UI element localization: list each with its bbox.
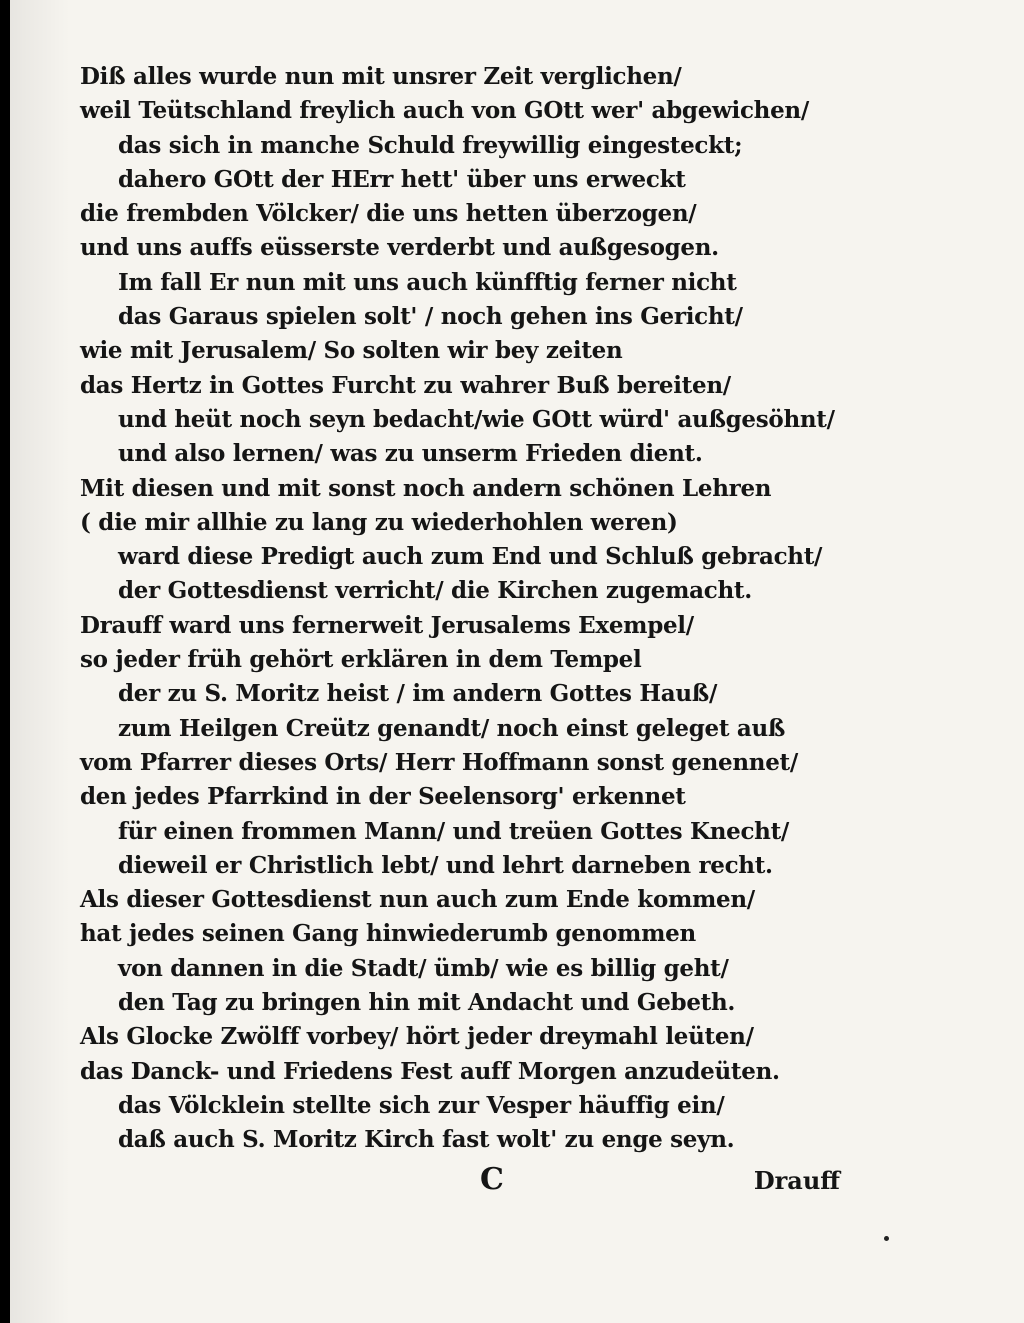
verse-line: das Danck- und Friedens Fest auff Morgen anzudeüten. (80, 1057, 780, 1085)
verse-line: der Gottesdienst verricht/ die Kirchen zugemacht. (118, 577, 752, 605)
verse-line: daß auch S. Moritz Kirch fast wolt' zu enge seyn. (118, 1126, 735, 1154)
verse-line: die frembden Völcker/ die uns hetten überzogen/ (80, 200, 697, 228)
poem-body (80, 60, 850, 1158)
catchword: Drauff (753, 1166, 840, 1195)
verse-line: und heüt noch seyn bedacht/wie GOtt würd' außgesöhnt/ (118, 405, 835, 433)
verse-line: und uns auffs eüsserste verderbt und außgesogen. (80, 234, 719, 262)
verse-line: das Völcklein stellte sich zur Vesper häuffig ein/ (118, 1091, 725, 1119)
verse-line: den jedes Pfarrkind in der Seelensorg' erkennet (80, 783, 686, 811)
verse-line: von dannen in die Stadt/ ümb/ wie es billig geht/ (118, 954, 729, 982)
ink-speck (884, 1236, 889, 1241)
verse-line: ward diese Predigt auch zum End und Schluß gebracht/ (118, 543, 823, 571)
verse-line: dahero GOtt der HErr hett' über uns erweckt (118, 165, 686, 193)
verse-line: das Hertz in Gottes Furcht zu wahrer Buß bereiten/ (80, 371, 731, 399)
verse-line: zum Heilgen Creütz genandt/ noch einst geleget auß (118, 714, 786, 742)
verse-line: der zu S. Moritz heist / im andern Gottes Hauß/ (118, 680, 718, 708)
verse-line: so jeder früh gehört erklären in dem Tempel (80, 646, 642, 674)
verse-line: wie mit Jerusalem/ So solten wir bey zeiten (80, 337, 623, 365)
verse-line: den Tag zu bringen hin mit Andacht und Gebeth. (118, 989, 736, 1017)
document-page (10, 0, 1024, 1323)
page-footer (80, 1162, 840, 1202)
verse-line: Als dieser Gottesdienst nun auch zum Ende kommen/ (80, 886, 755, 914)
signature-mark: C (480, 1162, 504, 1197)
verse-line: Diß alles wurde nun mit unsrer Zeit verglichen/ (80, 63, 682, 90)
verse-line: für einen frommen Mann/ und treüen Gottes Knecht/ (118, 817, 790, 845)
verse-line: das sich in manche Schuld freywillig eingesteckt; (118, 131, 743, 159)
verse-line: vom Pfarrer dieses Orts/ Herr Hoffmann sonst genennet/ (80, 748, 798, 776)
verse-line: Drauff ward uns fernerweit Jerusalems Exempel/ (80, 611, 694, 639)
verse-line: Als Glocke Zwölff vorbey/ hört jeder dreymahl leüten/ (80, 1023, 754, 1051)
verse-line: das Garaus spielen solt' / noch gehen ins Gericht/ (118, 303, 743, 331)
verse-line: und also lernen/ was zu unserm Frieden dient. (118, 440, 703, 468)
verse-line: weil Teütschland freylich auch von GOtt wer' abgewichen/ (80, 97, 809, 125)
verse-line: hat jedes seinen Gang hinwiederumb genommen (80, 920, 696, 948)
verse-line: ( die mir allhie zu lang zu wiederhohlen weren) (80, 508, 678, 536)
verse-line: dieweil er Christlich lebt/ und lehrt darneben recht. (118, 851, 773, 879)
verse-line: Im fall Er nun mit uns auch künfftig ferner nicht (118, 268, 737, 296)
verse-line: Mit diesen und mit sonst noch andern schönen Lehren (80, 474, 772, 502)
